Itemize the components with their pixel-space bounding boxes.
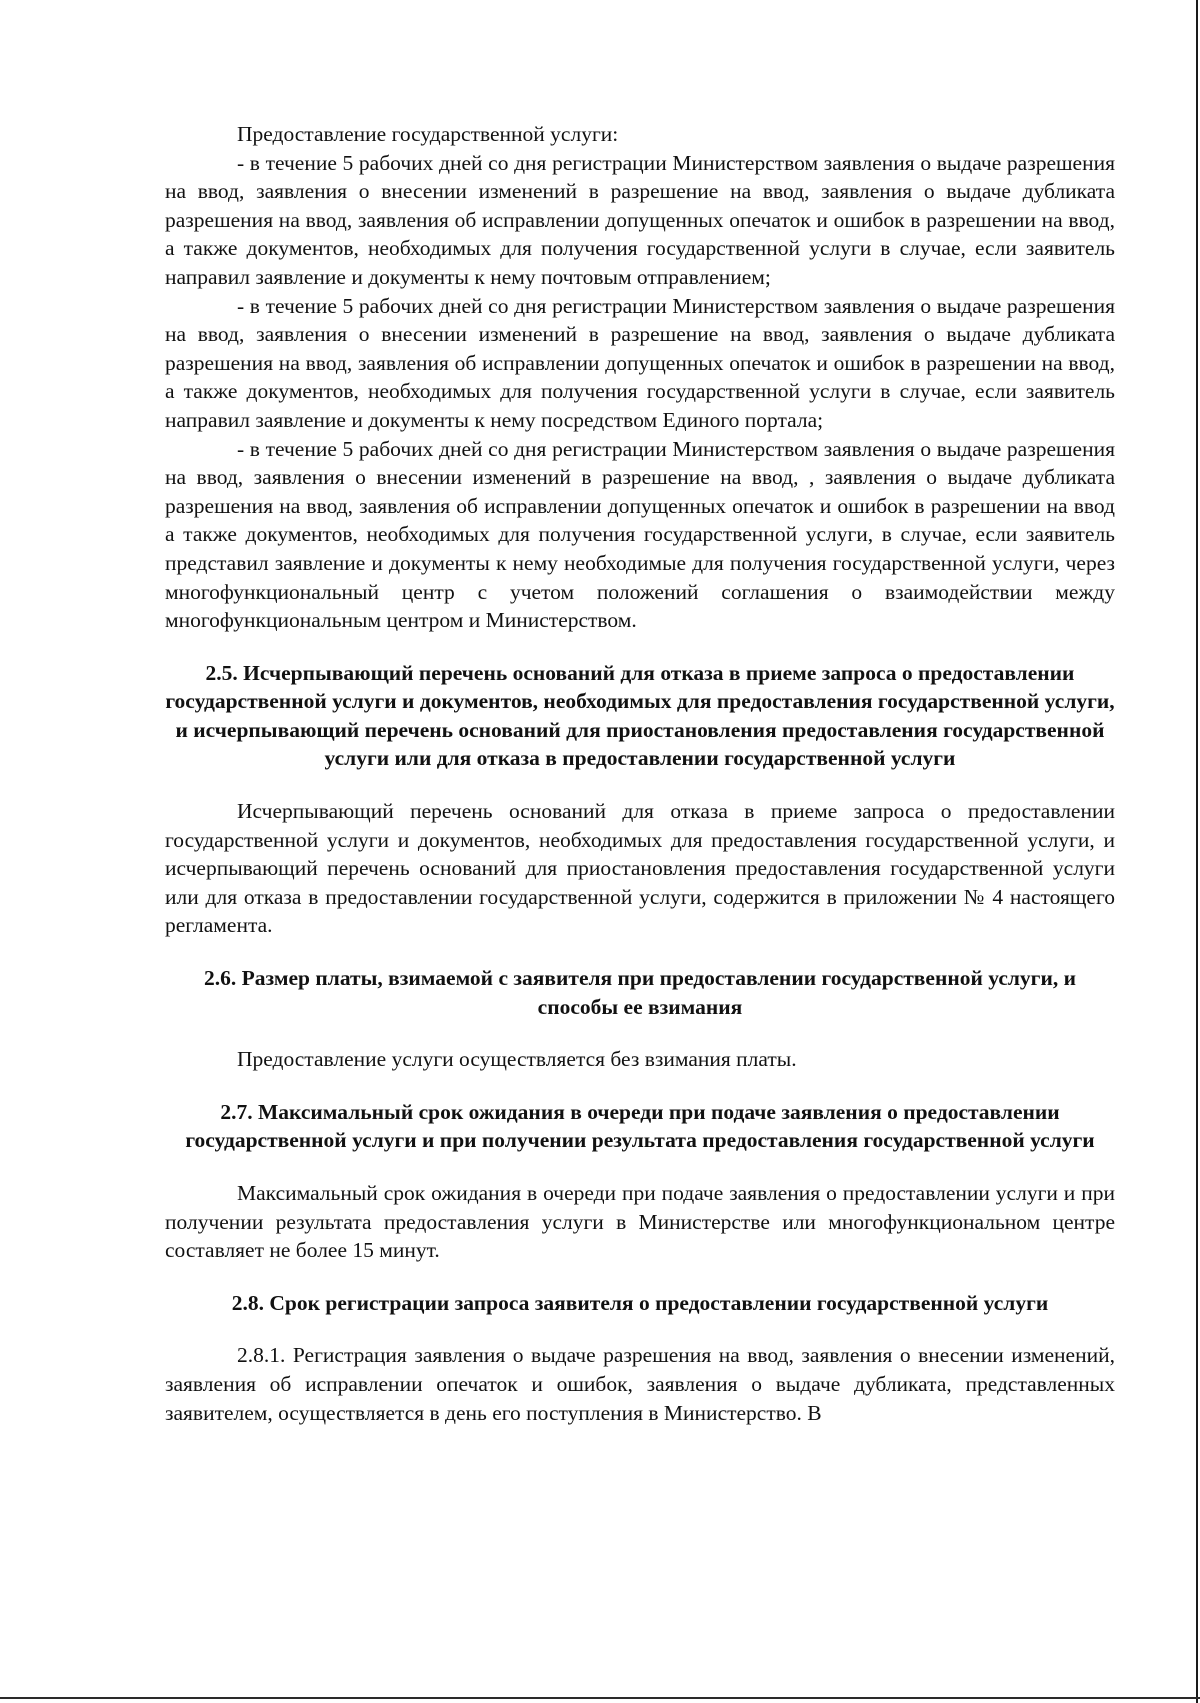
section-2-7-heading: 2.7. Максимальный срок ожидания в очереди при подаче заявления о предоставлении государственной услуги и при получении результата предоставления государственной услуги: [185, 1099, 1095, 1153]
section-2-8-text: 2.8.1. Регистрация заявления о выдаче разрешения на ввод, заявления о внесении изменений, заявления об исправлении опечаток и ошибок, заявления о выдаче дубликата, представленных заявителем, осуществляется в день его поступления в Министерство. В: [165, 1343, 1115, 1425]
section-2-5-heading: 2.5. Исчерпывающий перечень оснований для отказа в приеме запроса о предоставлении государственной услуги и документов, необходимых для предоставления государственной услуги, и исчерпывающий перечень оснований для приостановления предоставления государственной услуги или для отказа в предоставлении государственной услуги: [165, 660, 1115, 771]
document-page: [165, 120, 1115, 1427]
intro-label: Предоставление государственной услуги:: [237, 122, 619, 146]
section-2-8-heading: 2.8. Срок регистрации запроса заявителя о предоставлении государственной услуги: [231, 1290, 1049, 1315]
bullet-mfc: - в течение 5 рабочих дней со дня регистрации Министерством заявления о выдаче разрешения на ввод, заявления о внесении изменений в разрешение на ввод, , заявления о выдаче дубликата разрешения на ввод, заявления об исправлении допущенных опечаток и ошибок в разрешении на ввод а также документов, необходимых для получения государственной услуги, в случае, если заявитель представил заявление и документы к нему необходимые для получения государственной услуги, через многофункциональный центр с учетом положений соглашения о взаимодействии между многофункциональным центром и Министерством.: [165, 436, 1115, 633]
scan-edge-bottom: [0, 1697, 1200, 1699]
section-2-7-text: Максимальный срок ожидания в очереди при подаче заявления о предоставлении услуги и при получении результата предоставления услуги в Министерстве или многофункциональном центре составляет не более 15 минут.: [165, 1181, 1115, 1263]
bullet-postal: - в течение 5 рабочих дней со дня регистрации Министерством заявления о выдаче разрешения на ввод, заявления о внесении изменений в разрешение на ввод, заявления о выдаче дубликата разрешения на ввод, заявления об исправлении допущенных опечаток и ошибок в разрешении на ввод, а также документов, необходимых для получения государственной услуги в случае, если заявитель направил заявление и документы к нему почтовым отправлением;: [165, 150, 1115, 289]
bullet-portal: - в течение 5 рабочих дней со дня регистрации Министерством заявления о выдаче разрешения на ввод, заявления о внесении изменений в разрешение на ввод, заявления о выдаче дубликата разрешения на ввод, заявления об исправлении допущенных опечаток и ошибок в разрешении на ввод, а также документов, необходимых для получения государственной услуги в случае, если заявитель направил заявление и документы к нему посредством Единого портала;: [165, 293, 1115, 432]
scan-edge-right: [1196, 0, 1198, 1703]
section-2-5-text: Исчерпывающий перечень оснований для отказа в приеме запроса о предоставлении государственной услуги и документов, необходимых для предоставления государственной услуги, и исчерпывающий перечень оснований для приостановления предоставления государственной услуги или для отказа в предоставлении государственной услуги, содержится в приложении № 4 настоящего регламента.: [165, 799, 1115, 938]
section-2-6-heading: 2.6. Размер платы, взимаемой с заявителя при предоставлении государственной услуги, и способы ее взимания: [204, 966, 1076, 1019]
section-2-6-text: Предоставление услуги осуществляется без взимания платы.: [237, 1047, 797, 1072]
